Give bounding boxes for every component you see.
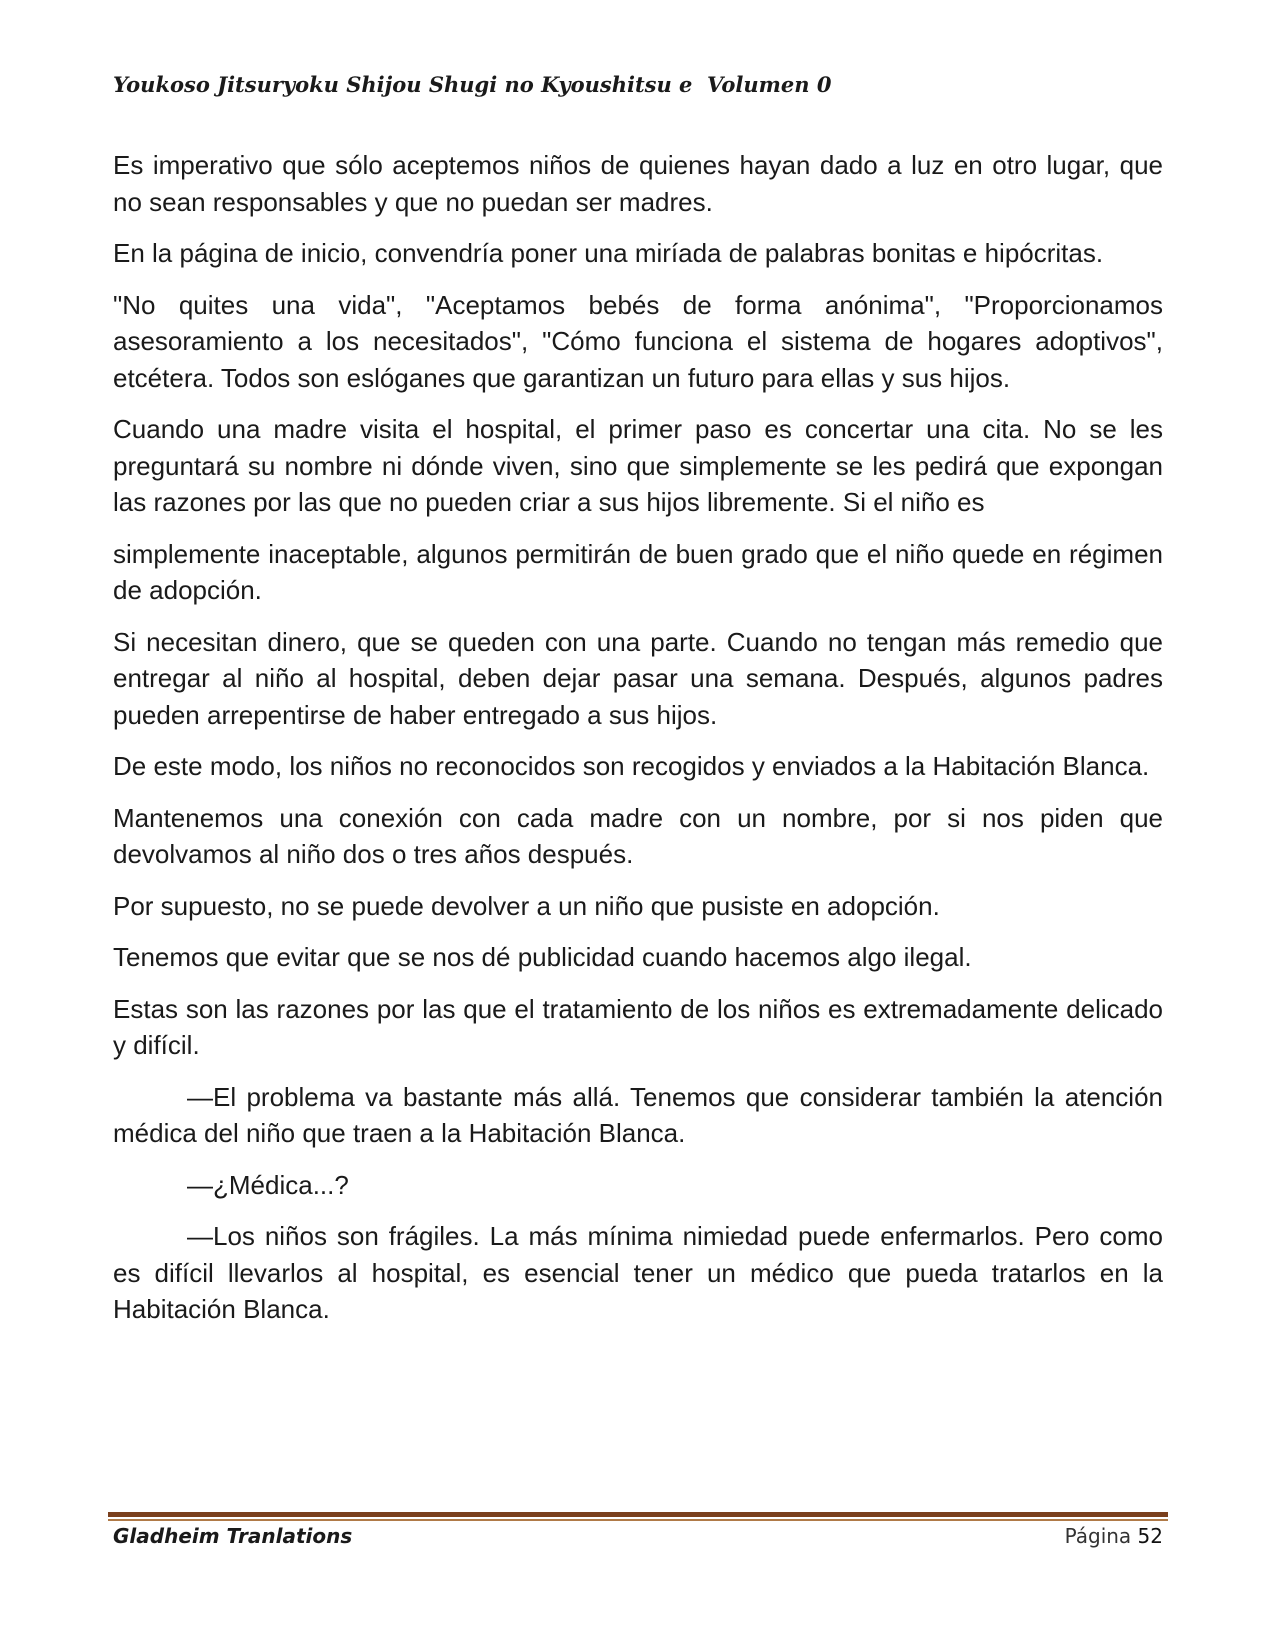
- paragraph: Estas son las razones por las que el tratamiento de los niños es extremadamente delicado y difícil.: [113, 993, 1163, 1060]
- dialogue-paragraph: —El problema va bastante más allá. Tenemos que considerar también la atención médica del niño que traen a la Habitación Blanca.: [113, 1081, 1163, 1148]
- paragraph: Si necesitan dinero, que se queden con una parte. Cuando no tengan más remedio que entregar al niño al hospital, deben dejar pasar una semana. Después, algunos padres pueden arrepentirse de haber entregado a sus hijos.: [113, 626, 1163, 730]
- paragraph: Es imperativo que sólo aceptemos niños de quienes hayan dado a luz en otro lugar, que no sean responsables y que no puedan ser madres.: [113, 150, 1163, 217]
- paragraph: simplemente inaceptable, algunos permitirán de buen grado que el niño quede en régimen de adopción.: [113, 538, 1163, 605]
- paragraph: Cuando una madre visita el hospital, el primer paso es concertar una cita. No se les preguntará su nombre ni dónde viven, sino que simplemente se les pedirá que expongan las razones por las que no pueden criar a sus hijos libremente. Si el niño es: [113, 414, 1163, 517]
- paragraph: "No quites una vida", "Aceptamos bebés de forma anónima", "Proporcionamos asesoramiento a los necesitados", "Cómo funciona el sistema de hogares adoptivos", etcétera. Todos son eslóganes que garantizan un futuro para ellas y sus hijos.: [113, 289, 1163, 393]
- footer-divider-thin: [108, 1519, 1168, 1521]
- document-body: [113, 147, 1163, 1343]
- footer-credit: Gladheim Tranlations: [113, 1524, 353, 1548]
- dialogue-paragraph: —¿Médica...?: [187, 1169, 349, 1200]
- dialogue-paragraph: —Los niños son frágiles. La más mínima nimiedad puede enfermarlos. Pero como es difícil llevarlos al hospital, es esencial tener un médico que pueda tratarlos en la Habitación Blanca.: [113, 1221, 1163, 1324]
- page-header-title: Youkoso Jitsuryoku Shijou Shugi no Kyoushitsu e Volumen 0: [113, 72, 832, 97]
- page-number-label: [1065, 1524, 1163, 1548]
- page-label: Página: [1064, 1524, 1132, 1548]
- paragraph: En la página de inicio, convendría poner una miríada de palabras bonitas e hipócritas.: [113, 238, 1104, 268]
- paragraph: Mantenemos una conexión con cada madre con un nombre, por si nos piden que devolvamos al niño dos o tres años después.: [113, 802, 1163, 869]
- footer-divider-thick: [108, 1512, 1168, 1517]
- page-number: 52: [1137, 1524, 1163, 1548]
- paragraph: Tenemos que evitar que se nos dé publicidad cuando hacemos algo ilegal.: [113, 942, 972, 972]
- paragraph: De este modo, los niños no reconocidos son recogidos y enviados a la Habitación Blanca.: [113, 751, 1150, 781]
- paragraph: Por supuesto, no se puede devolver a un niño que pusiste en adopción.: [113, 890, 940, 921]
